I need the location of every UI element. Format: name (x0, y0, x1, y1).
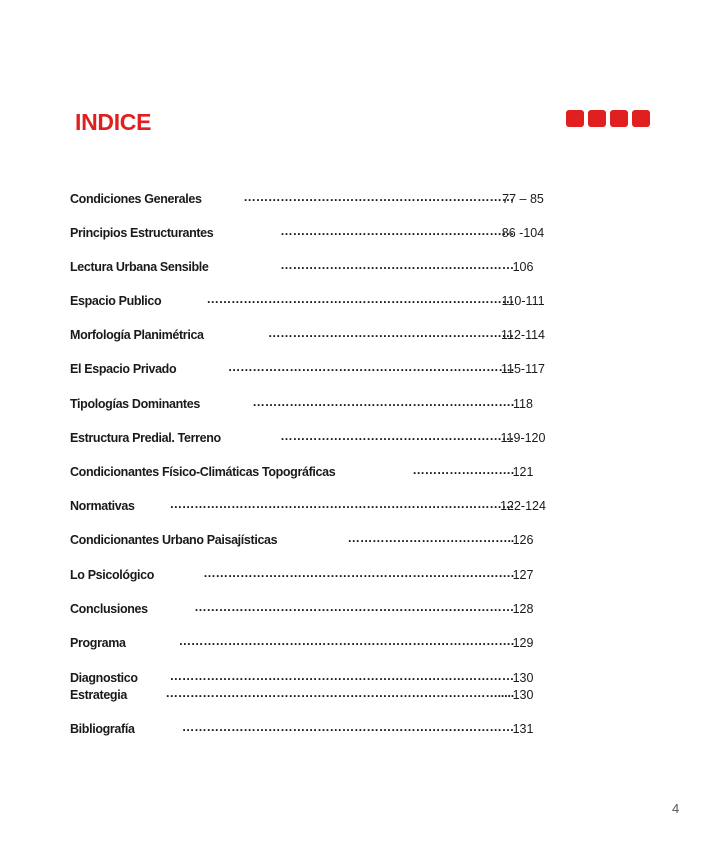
toc-entry-pages: 131 (512, 722, 534, 736)
red-square-icon (632, 110, 650, 127)
toc-leader-dots: …………………………………………………………………. (203, 566, 514, 580)
toc-leader-dots: ………………………………………………………………………..... (165, 686, 514, 700)
page-number: 4 (672, 801, 680, 816)
toc-entry (70, 326, 560, 344)
toc-entry-label: El Espacio Privado (70, 362, 177, 376)
toc-entry (70, 634, 560, 652)
toc-entry-pages: 110-111 (501, 294, 545, 308)
toc-entry (70, 190, 560, 208)
toc-entry-label: Diagnostico (70, 671, 138, 685)
toc-entry-label: Lectura Urbana Sensible (70, 260, 209, 274)
toc-entry-pages: 77 – 85 (502, 192, 544, 206)
toc-entry-pages: 115-117 (500, 362, 546, 376)
toc-leader-dots: ………………………………………………………. (252, 395, 514, 409)
red-square-icon (610, 110, 628, 127)
toc-entry-pages: 129 (512, 636, 534, 650)
toc-leader-dots: …………………………………………………………………… (194, 600, 514, 614)
toc-leader-dots: ………………………………………………… (280, 258, 514, 272)
toc-leader-dots: ………………………………………………………………… (206, 292, 514, 306)
page-title: INDICE (75, 109, 152, 135)
toc-entry (70, 292, 560, 310)
toc-entry-label: Programa (70, 636, 126, 650)
toc-leader-dots: ………………………………………………………………………… (169, 497, 514, 511)
toc-entry-pages: 130 (512, 671, 534, 685)
toc-leader-dots: ……………………. (412, 463, 514, 477)
toc-entry (70, 258, 560, 276)
toc-leader-dots: ………………………………………………… (280, 429, 514, 443)
toc-entry-pages: 112-114 (500, 328, 546, 342)
toc-entry (70, 224, 560, 242)
toc-entry (70, 497, 560, 515)
toc-entry-label: Conclusiones (70, 602, 148, 616)
decorative-squares (566, 110, 650, 127)
toc-entry (70, 720, 560, 738)
toc-entry (70, 566, 560, 584)
red-square-icon (588, 110, 606, 127)
toc-leader-dots: ……………………………………………………………. (227, 360, 514, 374)
toc-entry-label: Condicionantes Urbano Paisajísticas (70, 533, 278, 547)
toc-leader-dots: ………………………………………………………… (243, 190, 514, 204)
toc-leader-dots: ……………………………………………………………………… (181, 720, 514, 734)
toc-entry (70, 429, 560, 447)
toc-entry (70, 600, 560, 618)
toc-entry-label: Espacio Publico (70, 294, 162, 308)
toc-entry-pages: 106 (512, 260, 534, 274)
toc-entry-pages: 121 (512, 465, 534, 479)
toc-entry-label: Normativas (70, 499, 135, 513)
toc-entry-pages: 126 (512, 533, 534, 547)
toc-leader-dots: ………………………………………………………………………… (169, 669, 514, 683)
toc-entry-label: Tipologías Dominantes (70, 397, 200, 411)
toc-entry-label: Condicionantes Físico-Climáticas Topográficas (70, 465, 336, 479)
toc-entry-label: Estructura Predial. Terreno (70, 431, 221, 445)
toc-entry-label: Condiciones Generales (70, 192, 202, 206)
toc-entry-pages: 86 -104 (501, 226, 545, 240)
toc-entry (70, 686, 560, 704)
toc-entry-pages: 122-124 (500, 499, 546, 513)
toc-leader-dots: …………………………………………………… (267, 326, 514, 340)
toc-entry (70, 360, 560, 378)
toc-entry-label: Morfología Planimétrica (70, 328, 204, 342)
toc-entry-label: Principios Estructurantes (70, 226, 214, 240)
toc-entry-pages: 119-120 (500, 431, 546, 445)
toc-leader-dots: ………………………………….. (347, 531, 514, 545)
toc-entry-label: Bibliografía (70, 722, 135, 736)
toc-leader-dots: ………………………………………………………………………. (178, 634, 514, 648)
toc-entry (70, 463, 560, 481)
toc-entry-pages: 127 (512, 568, 534, 582)
toc-entry-label: Lo Psicológico (70, 568, 154, 582)
toc-entry-pages: 118 (513, 397, 533, 411)
toc-entry-pages: 130 (512, 688, 534, 702)
toc-entry (70, 395, 560, 413)
toc-entry (70, 531, 560, 549)
toc-leader-dots: ………………………………………………… (280, 224, 514, 238)
toc-entry-pages: 128 (512, 602, 534, 616)
toc-entry-label: Estrategia (70, 688, 127, 702)
red-square-icon (566, 110, 584, 127)
